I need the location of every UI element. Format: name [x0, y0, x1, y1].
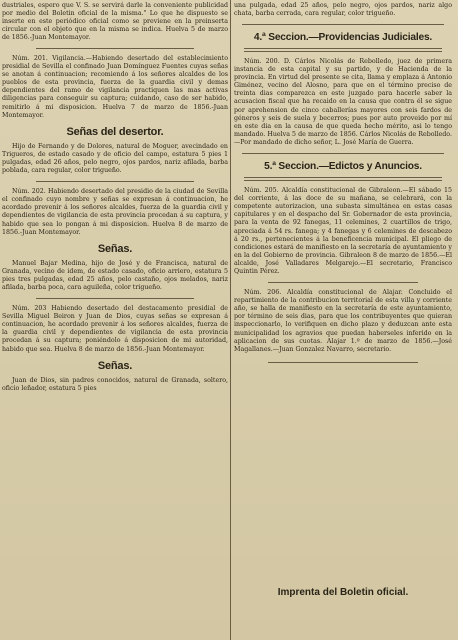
lead-paragraph-right: una pulgada, edad 25 años, pelo negro, ojos pardos, nariz algo chata, barba cerrada, cara regular, color trigueño.: [234, 2, 452, 17]
senas-heading: Señas.: [97, 242, 133, 255]
separator-rule: [268, 282, 418, 283]
separator-rule: [268, 362, 418, 363]
library-stamp-watermark: [165, 530, 332, 640]
separator-rule: [36, 181, 194, 182]
separator-rule: [242, 153, 444, 154]
double-rule: [244, 177, 442, 181]
double-rule: [244, 48, 442, 52]
senas-text: Manuel Bajar Medina, hijo de José y de Francisca, natural de Granada, vecino de idem, de estado casado, oficio arriero, estatura 5 pies tres pulgadas, edad 25 años, pelo castaño, ojos melados, nariz afilada, barba poca, cara aguileña, color trigueño.: [2, 259, 228, 291]
notice-206: Núm. 206. Alcaldía constitucional de Alajar. Concluido el repartimiento de la contribucion territorial de esta villa y corriente año, se halla de manifiesto en la secretaría de este ayuntamiento, por término de seis dias, para que los contribuyentes que quieran inspeccionarlo, lo verifiquen en dicho plazo y deduzcan ante esta municipalidad los agravios que puedan haberseles inferido en la aplicacion de sus cuotas. Alajar 1.º de marzo de 1856.—José Magallanes.—Juan Gonzalez Navarro, secretario.: [234, 289, 452, 353]
notice-205: Núm. 205. Alcaldía constitucional de Gibraleon.—El sábado 15 del corriente, á las doce de su mañana, se celebrará, con la competente autorizacion, una subasta simultánea en estas casas capitulares y en el despacho del Sr. Gobernador de esta provincia, para la venta de 92 fanegas, 11 celemines, 2 cuartillos de trigo, apreciada á 54 rs. fanega; y 4 fanegas y 6 celemines de descabezo á 20 rs., pertenecientes á la beneficencia municipal. El pliego de condiciones estará de manifiesto en la secretaría de ayuntamiento y en la del Gobierno de provincia. Gibraleon 8 de marzo de 1856.—El alcalde, José Valladares Melgarejo.—El secretario, Francisco Quintin Pérez.: [234, 187, 452, 275]
separator-rule: [36, 48, 194, 49]
senas-desertor-heading: Señas del desertor.: [66, 125, 164, 138]
senas-heading: Señas.: [97, 359, 133, 372]
notice-201: Núm. 201. Vigilancia.—Habiendo desertado del establecimiento presidial de Sevilla el confinado Juan Domínguez Fuentes cuyas señas se anotan á continuacion; recomiendo á los señores alcaldes de los pueblos de esta provincia, fuerza de la guardia civil y demas dependientes del ramo de vigilancia practiquen las mas activas diligencias para conseguir su captura; cuidando, caso de ser habido, remitirlo á mi disposicion. Huelva 7 de marzo de 1856.-Juan Montemayor.: [2, 55, 228, 119]
notice-203: Núm. 203 Habiendo desertado del destacamento presidial de Sevilla Miguel Beiron y Juan de Dios, cuyas señas se expresan á continuacion, he acordado prevenir á los señores alcaldes, fuerza de la guardia civil y dependientes de vigilancia de esta provincia procedan á su captura; poniéndolo á disposicion de mi autoridad, habido que sea. Huelva 8 de marzo de 1856.-Juan Montemayor.: [2, 305, 228, 353]
left-column: [2, 0, 228, 393]
separator-rule: [242, 24, 444, 25]
section-4-title: 4.ª Seccion.—Providencias Judiciales.: [253, 32, 433, 43]
right-column: [234, 0, 452, 598]
lead-paragraph-left: dustriales, espero que V. S. se servirá darle la conveniente publicidad por medio del Boletin oficial de la misma." Lo que he dispuesto se inserte en este periódico oficial como se previene en la preinserta circular con el objeto que en la misma se indica. Huelva 5 de marzo de 1856.-Juan Montemayor.: [2, 2, 228, 41]
notice-200: Núm. 200. D. Cárlos Nicolás de Rebolledo, juez de primera instancia de esta capital y su partido, y de Hacienda de la provincia. En virtud del presente se cita, llama y emplaza á Antonio Giménez, vecino del Alosno, para que en el término preciso de treinta dias comparezca en este juzgado para hacerle saber la acusacion fiscal que ha recaido en la causa que contra él se sigue por aprehension de cinco caballerías mayores con seis fardos de géneros y seis de suela y becerros; pues por auto proveido por mí en este dia en la causa de que queda hecho mérito, asi lo tengo mandado. Huelva 5 de marzo de 1856. Cárlos Nicolás de Rebolledo.—Por mandado de dicho señor, L. José María de Guerra.: [234, 58, 452, 146]
imprint-line: Imprenta del Boletin oficial.: [277, 587, 409, 598]
notice-202: Núm. 202. Habiendo desertado del presidio de la ciudad de Sevilla el confinado cuyo nombre y señas se expresan á continuacion, he acordado prevenir á los señores alcaldes, fuerza de la guardia civil y dependientes de vigilancia de esta provincia procedan á su captura, y habido que sea lo pongan á mi disposicion. Huelva 8 de marzo de 1856.-Juan Montemayor.: [2, 188, 228, 236]
senas-desertor-text: Hijo de Fernando y de Dolores, natural de Moguer, avecindado en Trigueros, de estado casado y de oficio del campo, estatura 5 pies 1 pulgadas, edad 26 años, pelo negro, ojos pardos, nariz afilada, barba poblada, cara regular, color trigueño.: [2, 142, 228, 175]
separator-rule: [36, 298, 194, 299]
section-5-title: 5.ª Seccion.—Edictos y Anuncios.: [264, 161, 422, 173]
senas-text: Juan de Dios, sin padres conocidos, natural de Granada, soltero, oficio leñador, estatura 5 pies: [2, 376, 228, 392]
